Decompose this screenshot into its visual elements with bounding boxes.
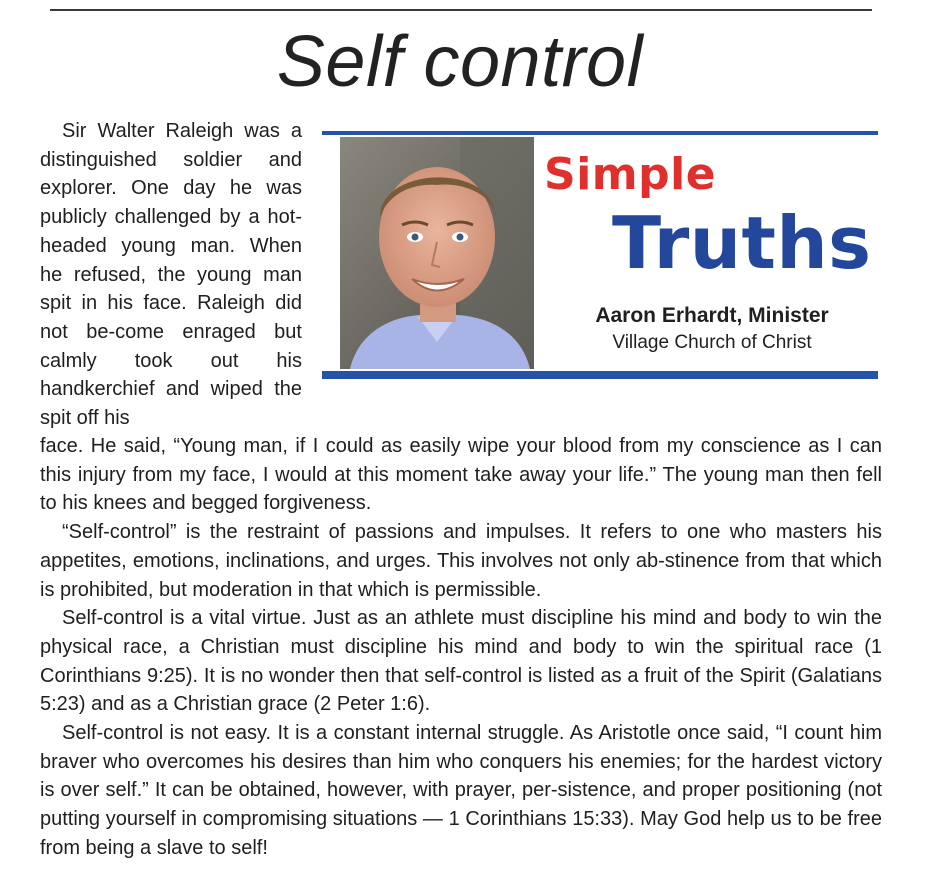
body-continuation: face. He said, “Young man, if I could as easily wipe your blood from my conscience as I can this injury from my face, I would at this moment take away your life.” The young man then fell to his knees and begged forgiveness. [40,435,882,515]
banner-top-rule [322,131,878,135]
brand-truths: Truths [612,201,872,285]
brand-simple: Simple [544,149,717,200]
banner-bottom-rule [322,371,878,379]
article-body [40,432,882,863]
article-title: Self control [276,22,644,102]
intro-paragraph: Sir Walter Raleigh was a distinguished soldier and explorer. One day he was publicly challenged by a hot-headed young man. When he refused, the young man spit in his face. Raleigh did not be-come enraged but calmly took out his handkerchief and wiped the spit off his [40,120,302,430]
column-banner [322,131,878,379]
author-portrait-image [340,137,534,369]
author-name: Aaron Erhardt, Minister [595,304,829,327]
body-paragraph-2: Self-control is a vital virtue. Just as an athlete must discipline his mind and body to win the physical race, a Christian must discipline his mind and body to win the spiritual race (1 Corinthians 9:25). It is no wonder then that self-control is listed as a fruit of the Spirit (Galatians 5:23) and as a Christian grace (2 Peter 1:6). [40,607,882,716]
body-paragraph-3: Self-control is not easy. It is a constant internal struggle. As Aristotle once said, “I count him braver who overcomes his desires than him who conquers his enemies; for the hardest victory is over self.” It can be obtained, however, with prayer, per-sistence, and proper positioning (not putting yourself in compromising situations — 1 Corinthians 15:33). May God help us to be free from being a slave to self! [40,722,882,859]
body-paragraph-1: “Self-control” is the restraint of passions and impulses. It refers to one who masters his appetites, emotions, inclinations, and urges. This involves not only ab-stinence from that which is prohibited, but moderation in that which is permissible. [40,521,882,601]
church-name: Village Church of Christ [612,332,812,353]
author-photo [340,137,534,369]
top-rule [50,9,872,11]
intro-column [40,117,302,433]
